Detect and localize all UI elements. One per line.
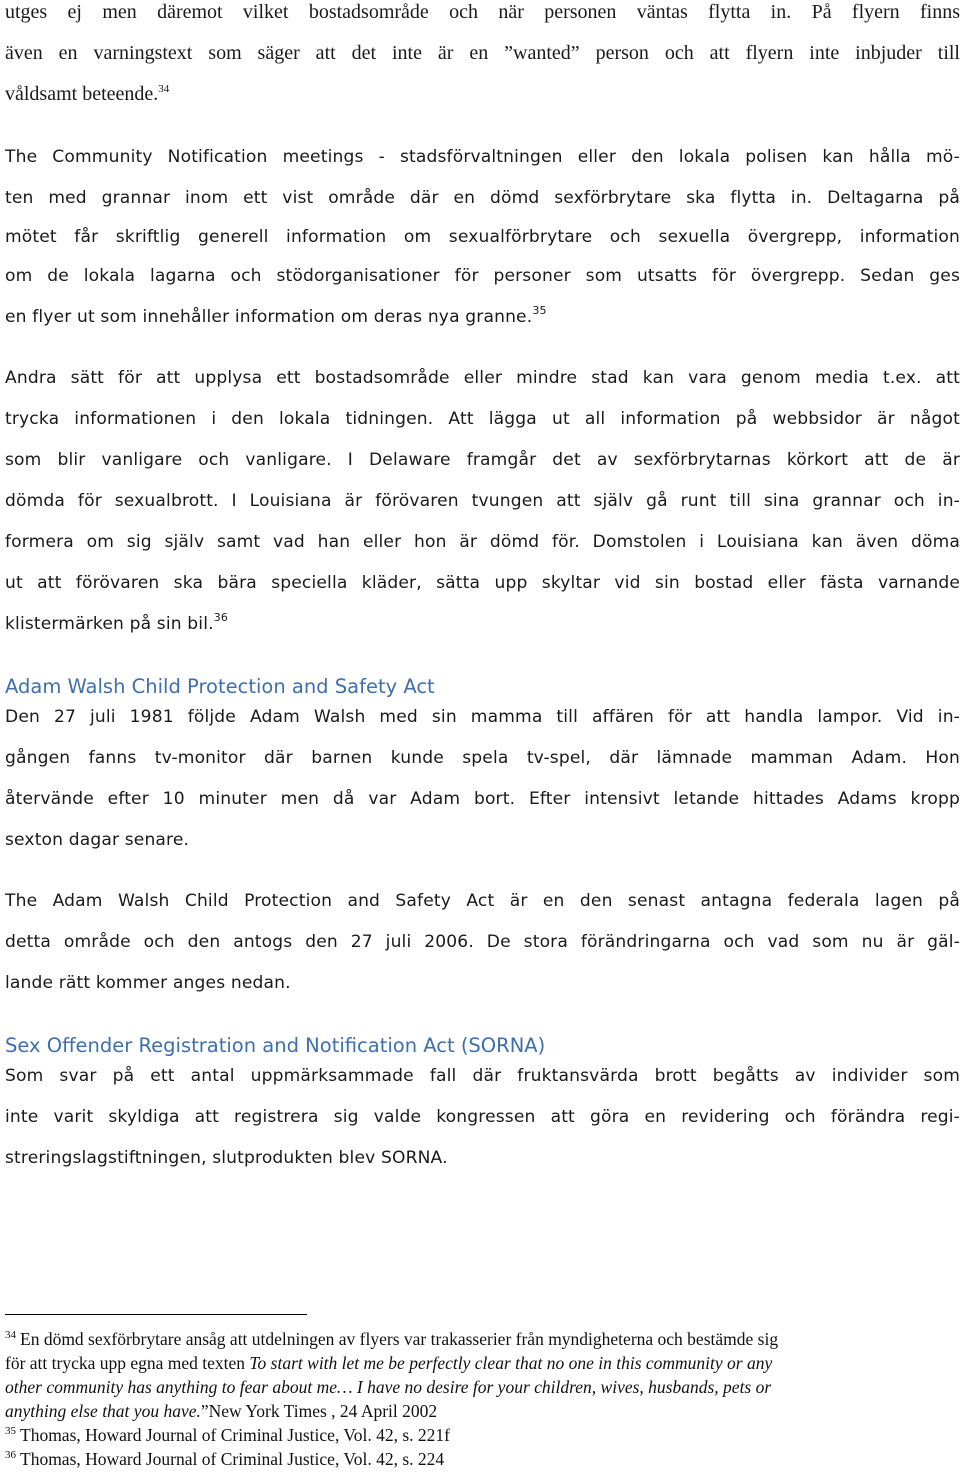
adam-walsh-p2-line-2: detta område och den antogs den 27 juli 2006. De stora förändringarna och vad som nu är gäl- xyxy=(5,932,960,952)
other-ways-line-6: ut att förövaren ska bära speciella kläder, sätta upp skyltar vid sin bostad eller fästa varnande xyxy=(5,573,960,593)
footnote-34-text-1: En dömd sexförbrytare ansåg att utdelningen av flyers var trakasserier från myndigheterna och bestämde sig xyxy=(20,1329,779,1349)
footnote-34-line-4 xyxy=(5,1400,945,1422)
footnote-ref-36[interactable]: 36 xyxy=(213,611,229,624)
footnote-ref-35[interactable]: 35 xyxy=(532,304,547,317)
other-ways-line-7-text: klistermärken på sin bil. xyxy=(5,614,214,634)
community-line-2: ten med grannar inom ett vist område där en dömd sexförbrytare ska flytta in. Deltagarna på xyxy=(5,188,960,208)
other-ways-line-1: Andra sätt för att upplysa ett bostadsområde eller mindre stad kan vara genom media t.ex. att xyxy=(5,368,960,388)
footnote-35-number: 35 xyxy=(5,1425,16,1437)
footnote-34-line-1 xyxy=(5,1328,945,1353)
footnote-35-text: Thomas, Howard Journal of Criminal Justice, Vol. 42, s. 221f xyxy=(20,1425,451,1445)
intro-line-1: utges ej men däremot vilket bostadsområde och när personen väntas flytta in. På flyern finns xyxy=(5,1,960,23)
footnote-35 xyxy=(5,1424,945,1449)
sorna-line-3: streringslagstiftningen, slutprodukten blev SORNA. xyxy=(5,1148,448,1168)
other-ways-line-2: trycka informationen i den lokala tidningen. Att lägga ut all information på webbsidor är något xyxy=(5,409,960,429)
other-ways-line-4: dömda för sexualbrott. I Louisiana är förövaren tvungen att själv gå runt till sina grannar och in- xyxy=(5,491,960,511)
footnote-36 xyxy=(5,1448,945,1473)
community-line-3: mötet får skriftlig generell information om sexualförbrytare och sexuella övergrepp, information xyxy=(5,227,960,247)
adam-walsh-p2-line-1: The Adam Walsh Child Protection and Safety Act är en den senast antagna federala lagen på xyxy=(5,891,960,911)
intro-line-2: även en varningstext som säger att det inte är en ”wanted” person och att flyern inte inbjuder till xyxy=(5,42,960,64)
adam-walsh-p1-line-4: sexton dagar senare. xyxy=(5,830,190,850)
footnote-34-quote-2b: To start with let me be perfectly clear that no one in this community or any xyxy=(249,1353,773,1373)
sorna-heading: Sex Offender Registration and Notification Act (SORNA) xyxy=(5,1034,546,1057)
community-line-1: The Community Notification meetings - stadsförvaltningen eller den lokala polisen kan hålla mö- xyxy=(5,147,960,167)
footnote-34-quote-3: other community has anything to fear about me… I have no desire for your children, wives, husbands, pets or xyxy=(5,1377,772,1397)
adam-walsh-p1-line-2: gången fanns tv-monitor där barnen kunde spela tv-spel, där lämnade mamman Adam. Hon xyxy=(5,748,960,768)
sorna-line-2: inte varit skyldiga att registrera sig valde kongressen att göra en revidering och förändra regi- xyxy=(5,1107,960,1127)
footnote-34-number: 34 xyxy=(5,1329,16,1341)
other-ways-line-3: som blir vanligare och vanligare. I Delaware framgår det av sexförbrytarnas körkort att de är xyxy=(5,450,960,470)
footnote-34-source: ”New York Times , 24 April 2002 xyxy=(200,1401,438,1421)
intro-line-3 xyxy=(5,82,960,106)
adam-walsh-p1-line-3: återvände efter 10 minuter men då var Adam bort. Efter intensivt letande hittades Adams kropp xyxy=(5,789,960,809)
footnote-separator xyxy=(5,1314,307,1315)
sorna-line-1: Som svar på ett antal uppmärksammade fall där fruktansvärda brott begåtts av individer som xyxy=(5,1066,960,1086)
intro-line-3-text: våldsamt beteende. xyxy=(5,83,159,105)
adam-walsh-heading: Adam Walsh Child Protection and Safety Act xyxy=(5,675,435,698)
other-ways-line-7 xyxy=(5,612,960,636)
footnote-ref-34[interactable]: 34 xyxy=(158,83,170,95)
footnote-34-line-2 xyxy=(5,1352,945,1374)
footnote-36-number: 36 xyxy=(5,1449,16,1461)
other-ways-line-5: formera om sig själv samt vad han eller hon är dömd för. Domstolen i Louisiana kan även döma xyxy=(5,532,960,552)
adam-walsh-p1-line-1: Den 27 juli 1981 följde Adam Walsh med sin mamma till affären för att handla lampor. Vid in- xyxy=(5,707,960,727)
community-line-5-text: en flyer ut som innehåller information om deras nya granne. xyxy=(5,307,533,327)
footnote-34-quote-4a: anything else that you have. xyxy=(5,1401,201,1421)
community-line-4: om de lokala lagarna och stödorganisationer för personer som utsatts för övergrepp. Sedan ges xyxy=(5,266,960,286)
footnote-34-text-2a: för att trycka upp egna med texten xyxy=(5,1353,250,1373)
adam-walsh-p2-line-3: lande rätt kommer anges nedan. xyxy=(5,973,291,993)
footnote-36-text: Thomas, Howard Journal of Criminal Justice, Vol. 42, s. 224 xyxy=(20,1449,445,1469)
community-line-5 xyxy=(5,305,960,329)
footnote-34-line-3 xyxy=(5,1376,945,1398)
